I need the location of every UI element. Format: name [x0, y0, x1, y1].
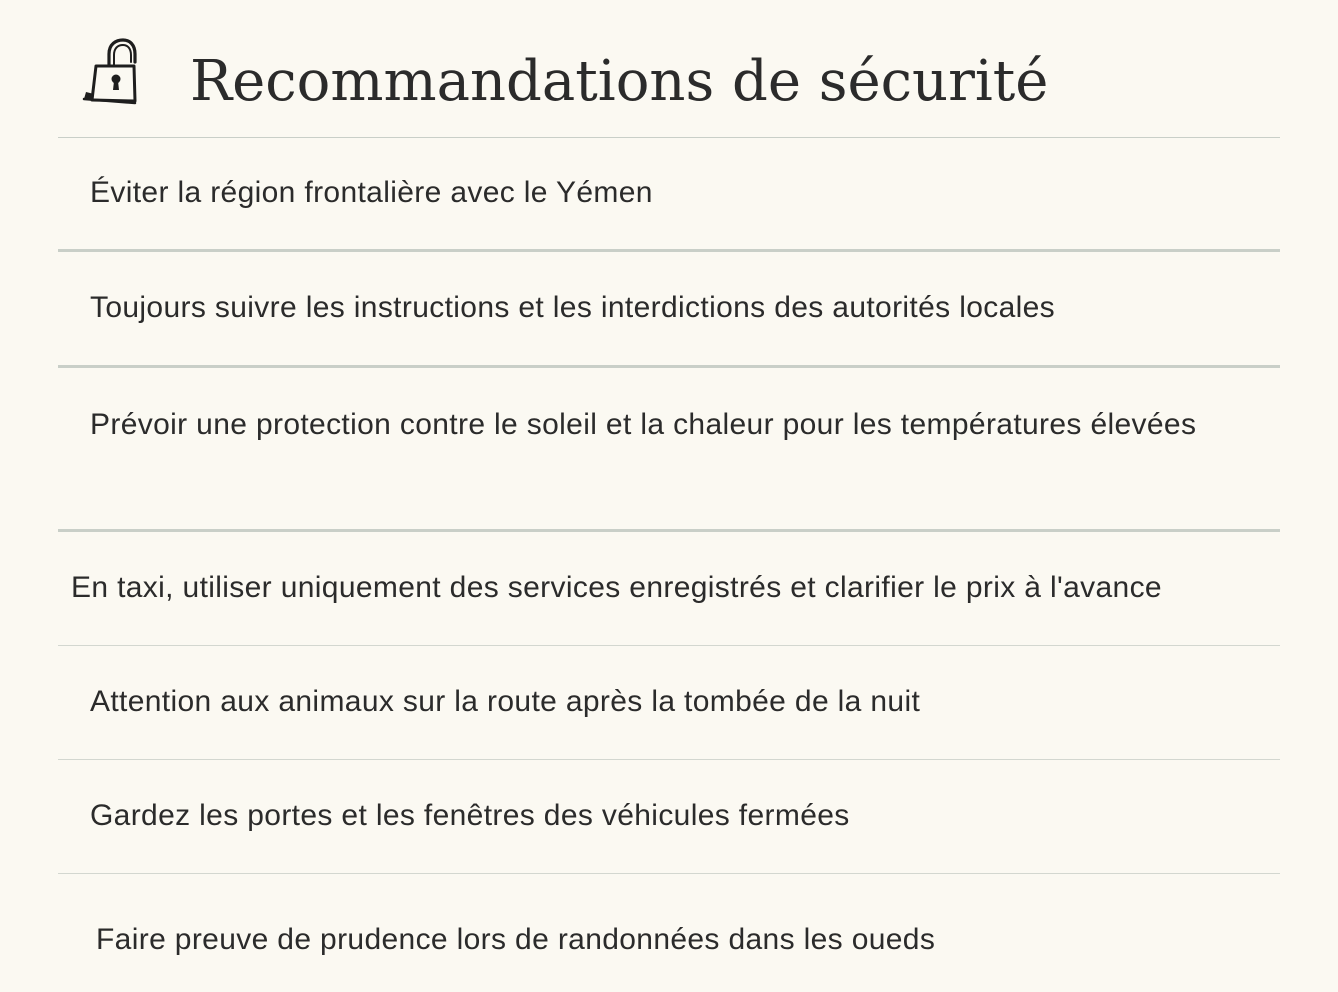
list-item: [58, 368, 1280, 532]
list-item: [58, 646, 1280, 760]
list-item-text: Éviter la région frontalière avec le Yémen: [90, 176, 653, 209]
list-item: [58, 874, 1280, 992]
list-item: [58, 760, 1280, 874]
list-item: [58, 137, 1280, 252]
page-title: Recommandations de sécurité: [190, 49, 1049, 114]
list-item-text: Prévoir une protection contre le soleil et la chaleur pour les températures élevées: [90, 408, 1197, 441]
list-item-text: Gardez les portes et les fenêtres des véhicules fermées: [90, 799, 850, 832]
unlocked-padlock-icon: [80, 37, 140, 107]
list-item-text: Attention aux animaux sur la route après la tombée de la nuit: [90, 685, 921, 718]
list-item: [58, 252, 1280, 368]
recommendation-list: [58, 137, 1280, 992]
list-item-text: Faire preuve de prudence lors de randonnées dans les oueds: [96, 923, 936, 956]
page-header: [58, 0, 1280, 138]
list-item: [58, 532, 1280, 646]
list-item-text: En taxi, utiliser uniquement des services enregistrés et clarifier le prix à l'avance: [71, 571, 1162, 604]
list-item-text: Toujours suivre les instructions et les interdictions des autorités locales: [90, 291, 1056, 324]
